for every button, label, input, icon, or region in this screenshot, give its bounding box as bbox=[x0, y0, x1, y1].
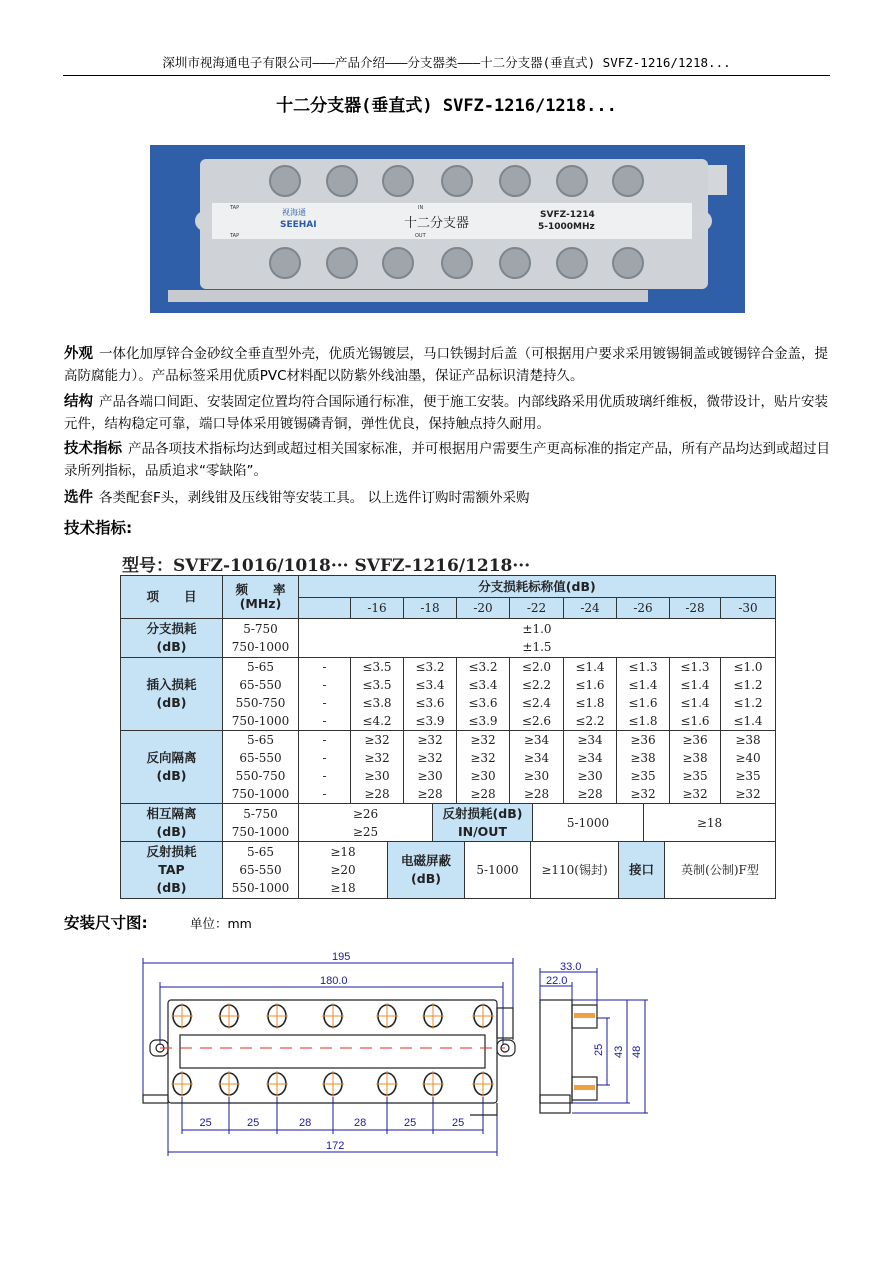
value-cell: ≥32 ≥32 ≥30 ≥28 bbox=[404, 731, 457, 804]
tap-value-header: -30 bbox=[721, 598, 776, 619]
crosshair-mark bbox=[322, 1003, 344, 1029]
photo-port-label: OUT bbox=[415, 233, 426, 239]
unit-label: 单位：mm bbox=[190, 916, 252, 931]
crosshair-mark bbox=[266, 1003, 288, 1029]
photo-brand-en: SEEHAI bbox=[280, 220, 317, 230]
value-cell: ≥34 ≥34 ≥30 ≥28 bbox=[564, 731, 617, 804]
value-cell: ≥32 ≥32 ≥30 ≥28 bbox=[457, 731, 510, 804]
tap-value-header: -26 bbox=[617, 598, 670, 619]
value-cell: ≥110(锡封) bbox=[531, 842, 619, 899]
f-connector-icon bbox=[383, 248, 413, 278]
f-connector-icon bbox=[442, 248, 472, 278]
dim-row-pitch: 25 bbox=[593, 1043, 605, 1056]
row-label-mutual-isolation: 相互隔离 (dB) bbox=[121, 804, 223, 842]
crosshair-mark bbox=[376, 1071, 398, 1097]
freq-cell: 5-1000 bbox=[533, 804, 644, 842]
dim-height: 43 bbox=[613, 1045, 625, 1058]
value-cell: ≤2.0 ≤2.2 ≤2.4 ≤2.6 bbox=[510, 658, 564, 731]
f-connector-icon bbox=[327, 248, 357, 278]
f-connector-icon bbox=[557, 166, 587, 196]
dimension-drawing bbox=[140, 940, 780, 1160]
crosshair-mark bbox=[422, 1071, 444, 1097]
f-connector-icon bbox=[613, 166, 643, 196]
value-cell: ≤3.2 ≤3.4 ≤3.6 ≤3.9 bbox=[404, 658, 457, 731]
dim-body-width: 172 bbox=[326, 1140, 345, 1152]
value-cell: ≥36 ≥38 ≥35 ≥32 bbox=[670, 731, 721, 804]
value-cell: ≥18 bbox=[644, 804, 776, 842]
shield-label: 电磁屏蔽 (dB) bbox=[388, 842, 465, 899]
tap-value-header: -22 bbox=[510, 598, 564, 619]
photo-brand-cn: 视海通 bbox=[282, 208, 306, 217]
photo-port-label: IN bbox=[418, 205, 424, 211]
section-text: 一体化加厚锌合金砂纹全垂直型外壳，优质光锡镀层，马口铁锡封后盖（可根据用户要求采用镀锡铜盖或镀锡锌合金盖，提高防腐能力）。产品标签采用优质PVC材料配以防紫外线油墨，保证产品标识清楚持久。 bbox=[64, 346, 828, 384]
freq-cell: 5-65 65-550 550-750 750-1000 bbox=[223, 658, 299, 731]
dim-pitch: 25 bbox=[199, 1117, 212, 1129]
section-text: 产品各项技术指标均达到或超过相关国家标准，并可根据用户需要生产更高标准的指定产品，所有产品均达到或超过目录所列指标，品质追求“零缺陷”。 bbox=[64, 441, 830, 479]
dim-mount-width: 180.0 bbox=[320, 975, 348, 987]
section-structure bbox=[64, 391, 834, 435]
section-appearance bbox=[64, 343, 834, 387]
crosshair-mark bbox=[422, 1003, 444, 1029]
row-label-return-loss-tap: 反射损耗 TAP (dB) bbox=[121, 842, 223, 899]
crosshair-mark bbox=[376, 1003, 398, 1029]
value-cell: ≤3.2 ≤3.4 ≤3.6 ≤3.9 bbox=[457, 658, 510, 731]
crosshair-mark bbox=[171, 1071, 193, 1097]
row-label-reverse-isolation: 反向隔离 (dB) bbox=[121, 731, 223, 804]
value-cell: ≥26 ≥25 bbox=[299, 804, 433, 842]
freq-cell: 5-65 65-550 550-1000 bbox=[223, 842, 299, 899]
spec-table-mutual bbox=[120, 803, 776, 842]
section-label: 选件 bbox=[64, 490, 93, 506]
crosshair-mark bbox=[472, 1003, 494, 1029]
value-cell: ≥18 ≥20 ≥18 bbox=[299, 842, 388, 899]
freq-cell: 5-1000 bbox=[465, 842, 531, 899]
row-label-insertion-loss: 插入损耗 (dB) bbox=[121, 658, 223, 731]
photo-model: SVFZ-1214 bbox=[540, 210, 595, 220]
value-cell: ≤1.3 ≤1.4 ≤1.4 ≤1.6 bbox=[670, 658, 721, 731]
value-cell: ≥32 ≥32 ≥30 ≥28 bbox=[351, 731, 404, 804]
dim-overall-height: 48 bbox=[631, 1045, 643, 1058]
connector-label: 接口 bbox=[619, 842, 665, 899]
photo-port-label: TAP bbox=[230, 205, 240, 211]
tap-value-header: -16 bbox=[351, 598, 404, 619]
section-text: 各类配套F头，剥线钳及压线钳等安装工具。 以上选件订购时需额外采购 bbox=[99, 490, 530, 506]
front-view bbox=[143, 1000, 515, 1115]
col-group-header: 分支损耗标称值(dB) bbox=[299, 576, 776, 598]
freq-cell: 5-750 750-1000 bbox=[223, 619, 299, 658]
crosshair-mark bbox=[266, 1071, 288, 1097]
dim-pitch: 25 bbox=[452, 1117, 465, 1129]
value-cell: 英制(公制)F型 bbox=[665, 842, 776, 899]
f-connector-icon bbox=[442, 166, 472, 196]
crosshair-mark bbox=[218, 1003, 240, 1029]
freq-cell: 5-750 750-1000 bbox=[223, 804, 299, 842]
value-cell: - - - - bbox=[299, 731, 351, 804]
value-cell: ±1.0 ±1.5 bbox=[299, 619, 776, 658]
value-cell: ≤3.5 ≤3.5 ≤3.8 ≤4.2 bbox=[351, 658, 404, 731]
dim-depth: 33.0 bbox=[560, 961, 582, 973]
connectors bbox=[171, 1003, 494, 1097]
spec-table bbox=[120, 575, 776, 804]
spec-table-return bbox=[120, 841, 776, 899]
tap-value-header: -24 bbox=[564, 598, 617, 619]
photo-freq: 5-1000MHz bbox=[538, 222, 595, 232]
dim-pitch: 28 bbox=[354, 1117, 367, 1129]
col-freq-header: 频 率 (MHz) bbox=[223, 576, 299, 619]
crosshair-mark bbox=[322, 1071, 344, 1097]
spec-heading: 技术指标: bbox=[64, 519, 133, 537]
side-connector-icon bbox=[574, 1013, 595, 1018]
section-text: 产品各端口间距、安装固定位置均符合国际通行标准，便于施工安装。内部线路采用优质玻璃纤维板，微带设计，贴片安装元件，结构稳定可靠，端口导体采用镀锡磷青铜，弹性优良，保持触点持久耐用。 bbox=[64, 394, 828, 432]
value-cell: ≤1.0 ≤1.2 ≤1.2 ≤1.4 bbox=[721, 658, 776, 731]
value-cell: ≥38 ≥40 ≥35 ≥32 bbox=[721, 731, 776, 804]
value-cell: ≤1.3 ≤1.4 ≤1.6 ≤1.8 bbox=[617, 658, 670, 731]
section-label: 技术指标 bbox=[64, 441, 122, 457]
dim-body-depth: 22.0 bbox=[546, 975, 568, 987]
dim-pitch: 25 bbox=[247, 1117, 260, 1129]
crosshair-mark bbox=[472, 1071, 494, 1097]
tap-value-header: -18 bbox=[404, 598, 457, 619]
f-connector-icon bbox=[270, 166, 300, 196]
side-connector-icon bbox=[574, 1085, 595, 1090]
product-photo bbox=[150, 145, 745, 313]
section-options bbox=[64, 487, 834, 509]
f-connector-icon bbox=[270, 248, 300, 278]
header-divider bbox=[63, 75, 830, 76]
page-title: 十二分支器(垂直式) SVFZ-1216/1218... bbox=[276, 96, 617, 116]
row-label-tap-loss: 分支损耗 (dB) bbox=[121, 619, 223, 658]
f-connector-icon bbox=[500, 248, 530, 278]
photo-product-name: 十二分支器 bbox=[404, 216, 470, 231]
crosshair-mark bbox=[218, 1071, 240, 1097]
crosshair-mark bbox=[171, 1003, 193, 1029]
freq-cell: 5-65 65-550 550-750 750-1000 bbox=[223, 731, 299, 804]
tap-value-header: -28 bbox=[670, 598, 721, 619]
section-label: 外观 bbox=[64, 346, 93, 362]
dim-pitch: 28 bbox=[299, 1117, 312, 1129]
dim-pitch: 25 bbox=[404, 1117, 417, 1129]
value-cell: ≤1.4 ≤1.6 ≤1.8 ≤2.2 bbox=[564, 658, 617, 731]
f-connector-icon bbox=[500, 166, 530, 196]
tap-value-header: -20 bbox=[457, 598, 510, 619]
f-connector-icon bbox=[383, 166, 413, 196]
section-label: 结构 bbox=[64, 394, 93, 410]
value-cell: ≥34 ≥34 ≥30 ≥28 bbox=[510, 731, 564, 804]
tap-value-header bbox=[299, 598, 351, 619]
photo-port-label: TAP bbox=[230, 233, 240, 239]
install-heading: 安装尺寸图: bbox=[64, 914, 148, 932]
section-spec bbox=[64, 438, 834, 482]
f-connector-icon bbox=[327, 166, 357, 196]
f-connector-icon bbox=[613, 248, 643, 278]
page-header-breadcrumb: 深圳市视海通电子有限公司———产品介绍———分支器类———十二分支器(垂直式) SVFZ-1216/1218... bbox=[162, 55, 731, 70]
dim-overall-width: 195 bbox=[332, 951, 351, 963]
return-loss-inout-label: 反射损耗(dB) IN/OUT bbox=[433, 804, 533, 842]
model-line: 型号：SVFZ-1016/1018··· SVFZ-1216/1218··· bbox=[122, 556, 531, 576]
value-cell: - - - - bbox=[299, 658, 351, 731]
col-item-header: 项 目 bbox=[121, 576, 223, 619]
value-cell: ≥36 ≥38 ≥35 ≥32 bbox=[617, 731, 670, 804]
f-connector-icon bbox=[557, 248, 587, 278]
